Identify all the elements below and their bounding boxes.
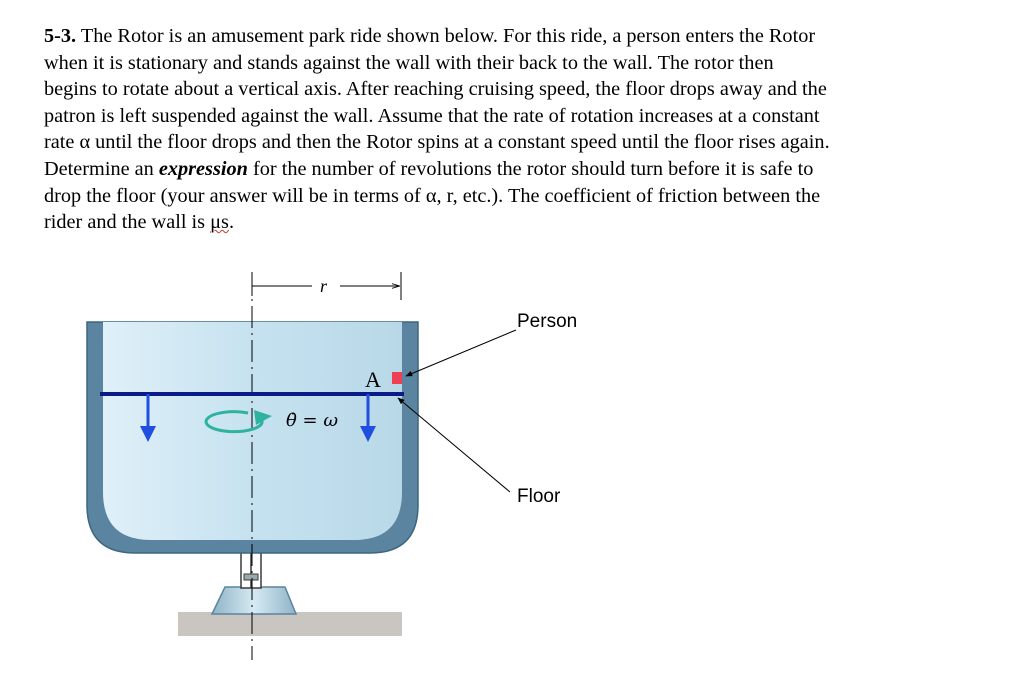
radius-label: r — [320, 276, 328, 296]
friction-coefficient: μs — [210, 211, 229, 234]
person-marker — [392, 372, 402, 384]
problem-line-4: patron is left suspended against the wall. Assume that the rate of rotation increases at a constant — [44, 104, 820, 127]
problem-text-8: rider and the wall is — [44, 211, 211, 234]
person-leader-line — [406, 330, 516, 376]
problem-text-1: The Rotor is an amusement park ride shown below. For this ride, a person enters the Rotor — [76, 25, 816, 47]
ground — [178, 612, 402, 636]
problem-text-6b: for the number of revolutions the rotor should turn before it is safe to — [247, 157, 814, 180]
emphasis-expression: expression — [158, 157, 248, 180]
floor-label: Floor — [517, 486, 561, 507]
person-label: Person — [517, 311, 578, 332]
problem-line-5: rate α until the floor drops and then the Rotor spins at a constant speed until the floor rises again. — [44, 131, 830, 154]
shaft-collar — [244, 574, 258, 580]
problem-text-6a: Determine an — [44, 157, 159, 180]
problem-number: 5-3. — [44, 25, 77, 47]
period: . — [228, 211, 235, 234]
rotor-base — [212, 587, 296, 614]
problem-line-7: drop the floor (your answer will be in terms of α, r, etc.). The coefficient of friction between the — [44, 184, 821, 207]
problem-line-3: begins to rotate about a vertical axis. After reaching cruising speed, the floor drops away and the — [44, 78, 827, 101]
point-a-label: A — [365, 367, 381, 392]
problem-line-2: when it is stationary and stands against the wall with their back to the wall. The rotor then — [44, 51, 774, 74]
angular-velocity-label: θ̇ = ω — [286, 410, 339, 431]
